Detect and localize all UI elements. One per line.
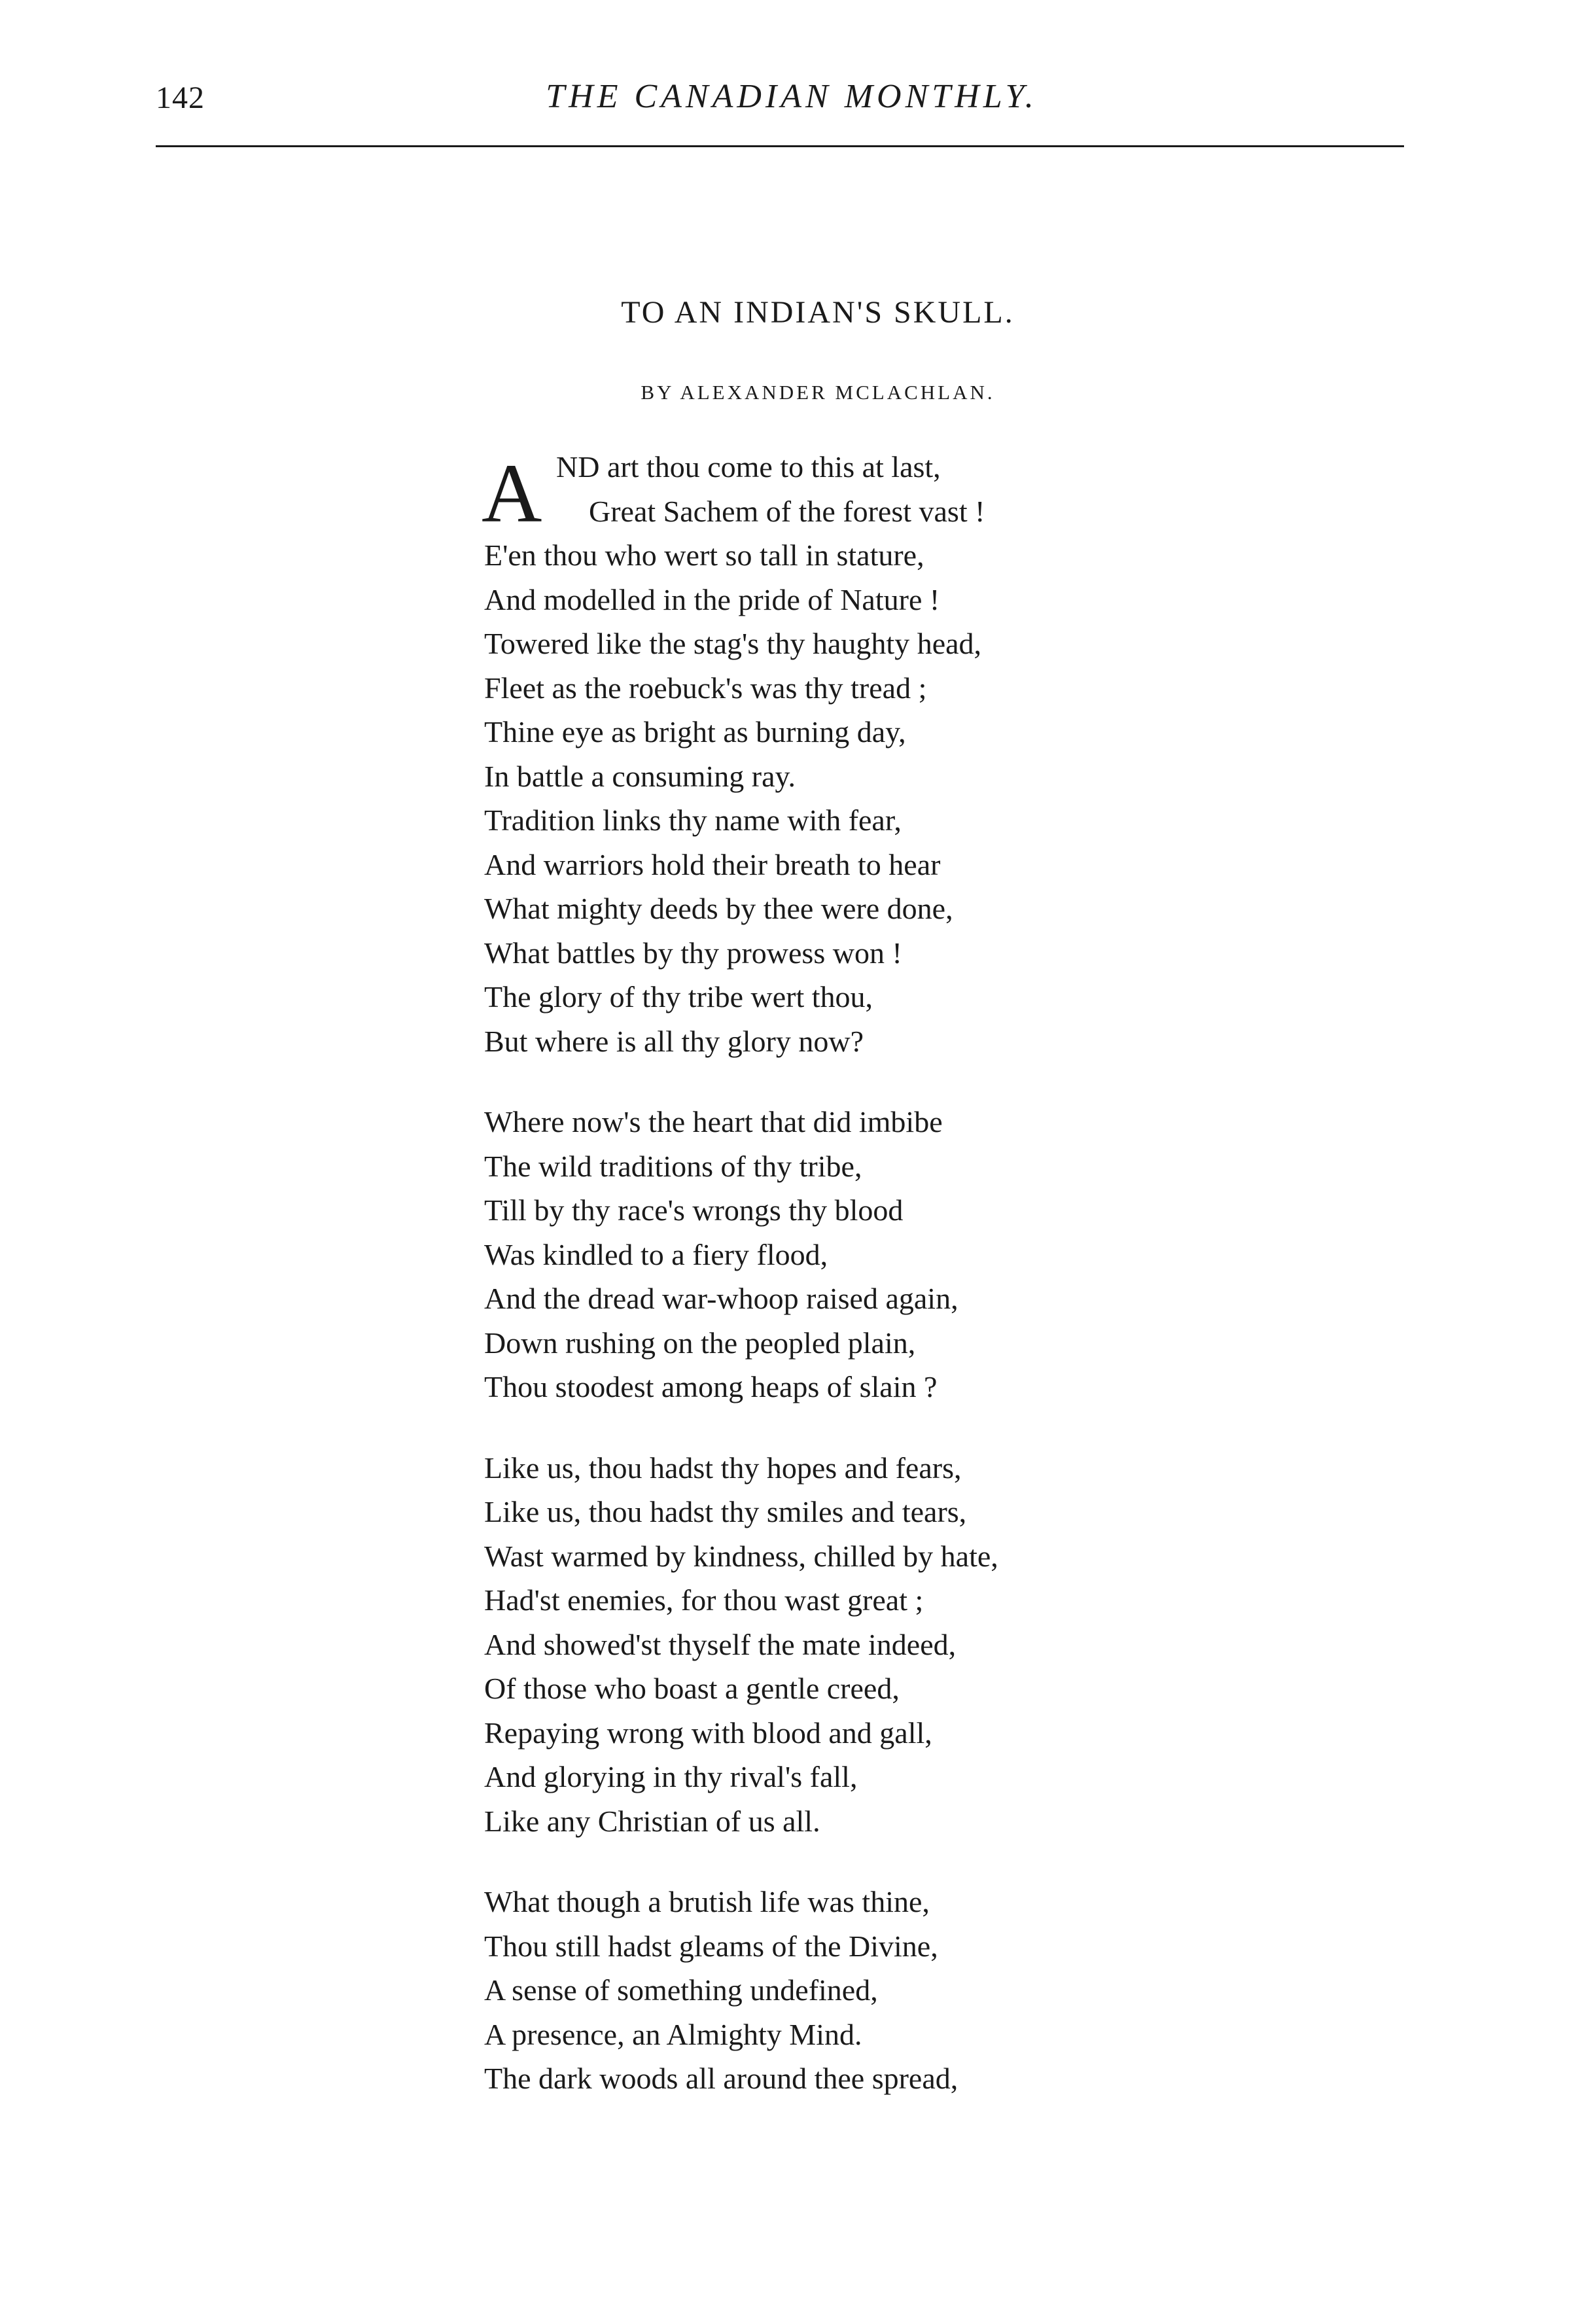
poem-line: Thine eye as bright as burning day, bbox=[484, 715, 906, 748]
poem-line: What though a brutish life was thine, bbox=[484, 1885, 930, 1918]
stanza bbox=[484, 1446, 1348, 1844]
poem-line: Of those who boast a gentle creed, bbox=[484, 1672, 900, 1705]
poem-author: BY ALEXANDER MCLACHLAN. bbox=[641, 381, 995, 404]
poem-title: TO AN INDIAN'S SKULL. bbox=[621, 295, 1015, 330]
poem-line: The dark woods all around thee spread, bbox=[484, 2062, 958, 2095]
poem-line: A sense of something undefined, bbox=[484, 1973, 878, 2007]
running-head: THE CANADIAN MONTHLY. bbox=[546, 78, 1038, 115]
poem-line: The glory of thy tribe wert thou, bbox=[484, 980, 873, 1013]
poem-line: Towered like the stag's thy haughty head, bbox=[484, 627, 982, 660]
poem-line: In battle a consuming ray. bbox=[484, 759, 796, 793]
poem-body bbox=[484, 445, 1348, 2138]
poem-line: What mighty deeds by thee were done, bbox=[484, 892, 953, 925]
poem-line-text: ND art thou come to this at last, bbox=[556, 450, 941, 484]
stanza bbox=[484, 1880, 1348, 2101]
poem-line: Where now's the heart that did imbibe bbox=[484, 1105, 943, 1138]
drop-cap: A bbox=[482, 447, 542, 540]
poem-line: The wild traditions of thy tribe, bbox=[484, 1149, 862, 1183]
poem-line: Like us, thou hadst thy hopes and fears, bbox=[484, 1451, 962, 1485]
page-number: 142 bbox=[156, 80, 205, 115]
poem-line: A presence, an Almighty Mind. bbox=[484, 2017, 862, 2051]
poem-line: Tradition links thy name with fear, bbox=[484, 803, 902, 837]
poem-line: Like any Christian of us all. bbox=[484, 1804, 820, 1838]
poem-line: And modelled in the pride of Nature ! bbox=[484, 582, 940, 616]
poem-line: And warriors hold their breath to hear bbox=[484, 847, 941, 881]
stanza bbox=[484, 445, 1348, 1063]
poem-line: Was kindled to a fiery flood, bbox=[484, 1237, 828, 1271]
poem-line: Down rushing on the peopled plain, bbox=[484, 1326, 916, 1360]
poem-line: And glorying in thy rival's fall, bbox=[484, 1760, 858, 1793]
poem-line: Thou still hadst gleams of the Divine, bbox=[484, 1929, 938, 1963]
poem-line: Fleet as the roebuck's was thy tread ; bbox=[484, 671, 927, 705]
poem-line: Wast warmed by kindness, chilled by hate, bbox=[484, 1539, 998, 1573]
poem-line: Till by thy race's wrongs thy blood bbox=[484, 1193, 904, 1227]
poem-line: Like us, thou hadst thy smiles and tears, bbox=[484, 1495, 967, 1528]
poem-line: And showed'st thyself the mate indeed, bbox=[484, 1627, 957, 1661]
poem-line: Thou stoodest among heaps of slain ? bbox=[484, 1370, 938, 1403]
poem-line: But where is all thy glory now? bbox=[484, 1024, 864, 1058]
poem-line: Repaying wrong with blood and gall, bbox=[484, 1716, 932, 1750]
poem-line: Had'st enemies, for thou wast great ; bbox=[484, 1583, 924, 1617]
header-rule bbox=[156, 145, 1404, 147]
poem-line: Great Sachem of the forest vast ! bbox=[589, 494, 985, 528]
poem-line: And the dread war-whoop raised again, bbox=[484, 1282, 958, 1315]
poem-line: What battles by thy prowess won ! bbox=[484, 936, 902, 970]
poem-line: E'en thou who wert so tall in stature, bbox=[484, 538, 924, 572]
stanza bbox=[484, 1100, 1348, 1409]
